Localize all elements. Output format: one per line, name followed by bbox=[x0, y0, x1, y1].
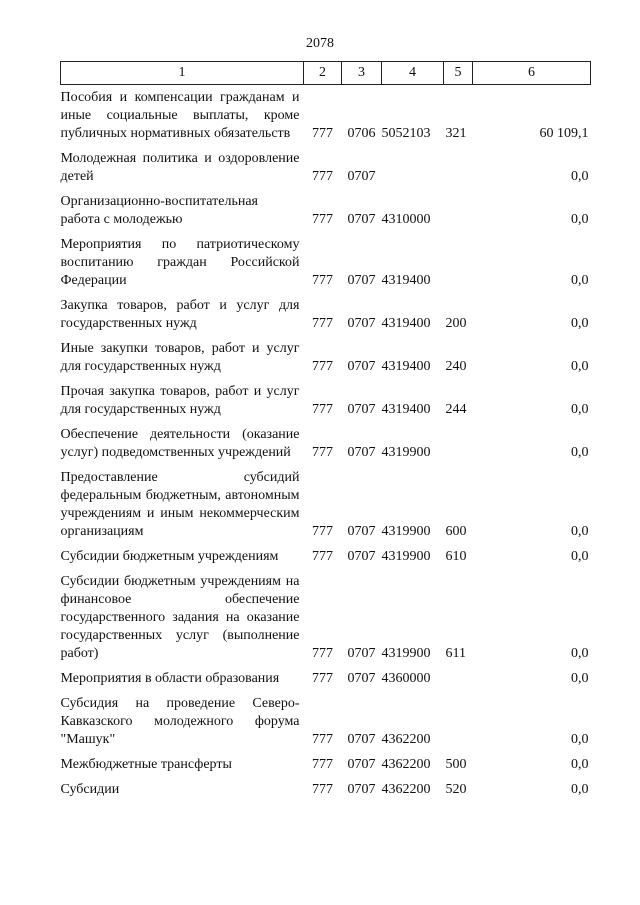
table-row bbox=[61, 143, 591, 186]
row-col-6: 0,0 bbox=[571, 646, 589, 661]
budget-table bbox=[60, 61, 591, 799]
row-name: Иные закупки товаров, работ и услуг для государственных нужд bbox=[60, 341, 300, 374]
table-row bbox=[61, 462, 591, 541]
table-row bbox=[61, 663, 591, 688]
row-name: Обеспечение деятельности (оказание услуг) подведомственных учреждений bbox=[60, 427, 300, 460]
row-col-4: 4319400 bbox=[381, 402, 431, 417]
row-col-2: 777 bbox=[312, 549, 333, 564]
page-number: 2078 bbox=[306, 36, 334, 51]
header-col-6: 6 bbox=[473, 62, 591, 85]
row-col-5: 200 bbox=[445, 316, 467, 331]
table-row bbox=[61, 186, 591, 229]
row-col-3: 0707 bbox=[347, 671, 376, 686]
header-row bbox=[61, 62, 591, 85]
row-col-6: 0,0 bbox=[571, 359, 589, 374]
row-col-3: 0707 bbox=[347, 549, 376, 564]
row-col-4 bbox=[382, 143, 444, 186]
row-name: Субсидия на проведение Северо-Кавказского молодежного форума "Машук" bbox=[60, 696, 300, 747]
row-col-4: 4319400 bbox=[381, 359, 431, 374]
row-name: Мероприятия по патриотическому воспитанию граждан Российской Федерации bbox=[60, 237, 300, 288]
header-col-4: 4 bbox=[382, 62, 444, 85]
row-col-4: 4360000 bbox=[381, 671, 431, 686]
row-col-2: 777 bbox=[312, 445, 333, 460]
row-col-2: 777 bbox=[312, 316, 333, 331]
row-col-4: 4319900 bbox=[381, 445, 431, 460]
row-name: Прочая закупка товаров, работ и услуг для государственных нужд bbox=[60, 384, 300, 417]
row-col-6: 0,0 bbox=[571, 169, 589, 184]
row-col-3: 0707 bbox=[347, 732, 376, 747]
row-col-6: 0,0 bbox=[571, 316, 589, 331]
row-col-5: 520 bbox=[445, 782, 467, 797]
row-col-2: 777 bbox=[312, 273, 333, 288]
row-col-5: 244 bbox=[445, 402, 467, 417]
row-col-5: 610 bbox=[445, 549, 467, 564]
row-col-5: 611 bbox=[445, 646, 466, 661]
row-col-6: 0,0 bbox=[571, 524, 589, 539]
row-col-2: 777 bbox=[312, 169, 333, 184]
row-col-5 bbox=[444, 229, 473, 290]
row-name: Предоставление субсидий федеральным бюджетным, автономным учреждениям и иным некоммерческим организациям bbox=[60, 470, 300, 539]
row-col-6: 0,0 bbox=[571, 732, 589, 747]
table-row bbox=[61, 541, 591, 566]
header-col-5: 5 bbox=[444, 62, 473, 85]
table-row bbox=[61, 566, 591, 663]
row-name: Закупка товаров, работ и услуг для государственных нужд bbox=[60, 298, 300, 331]
row-name: Субсидии бюджетным учреждениям на финансовое обеспечение государственного задания на оказание государственных услуг (выполнение работ) bbox=[60, 574, 300, 661]
row-name: Субсидии bbox=[60, 782, 120, 797]
row-col-4: 4362200 bbox=[381, 782, 431, 797]
table-row bbox=[61, 419, 591, 462]
table-row bbox=[61, 749, 591, 774]
table-row bbox=[61, 229, 591, 290]
row-col-2: 777 bbox=[312, 732, 333, 747]
row-col-3: 0707 bbox=[347, 212, 376, 227]
row-col-4: 4319900 bbox=[381, 549, 431, 564]
row-col-6: 0,0 bbox=[571, 757, 589, 772]
row-col-5: 321 bbox=[445, 126, 467, 141]
table-row bbox=[61, 376, 591, 419]
row-col-5 bbox=[444, 688, 473, 749]
row-col-3: 0707 bbox=[347, 646, 376, 661]
row-col-5 bbox=[444, 143, 473, 186]
row-col-6: 0,0 bbox=[571, 445, 589, 460]
row-col-2: 777 bbox=[312, 671, 333, 686]
table-row bbox=[61, 290, 591, 333]
row-col-3: 0707 bbox=[347, 524, 376, 539]
row-col-3: 0707 bbox=[347, 169, 376, 184]
row-col-6: 0,0 bbox=[571, 273, 589, 288]
row-name: Молодежная политика и оздоровление детей bbox=[60, 151, 300, 184]
row-col-5 bbox=[444, 186, 473, 229]
row-col-6: 0,0 bbox=[571, 671, 589, 686]
row-col-4: 4362200 bbox=[381, 732, 431, 747]
row-col-6: 0,0 bbox=[571, 402, 589, 417]
row-col-3: 0706 bbox=[347, 126, 376, 141]
row-col-4: 4319400 bbox=[381, 316, 431, 331]
header-col-1: 1 bbox=[61, 62, 304, 85]
row-col-4: 4319900 bbox=[381, 524, 431, 539]
row-col-3: 0707 bbox=[347, 273, 376, 288]
table-body bbox=[61, 85, 591, 800]
row-col-2: 777 bbox=[312, 359, 333, 374]
row-name: Межбюджетные трансферты bbox=[60, 757, 232, 772]
row-col-4: 4310000 bbox=[381, 212, 431, 227]
row-col-6: 60 109,1 bbox=[539, 126, 589, 141]
row-col-5 bbox=[444, 419, 473, 462]
row-name: Организационно-воспитательная работа с молодежью bbox=[60, 194, 258, 227]
table-row bbox=[61, 774, 591, 799]
row-col-6: 0,0 bbox=[571, 212, 589, 227]
row-col-2: 777 bbox=[312, 782, 333, 797]
row-name: Мероприятия в области образования bbox=[60, 671, 280, 686]
header-col-2: 2 bbox=[304, 62, 342, 85]
row-col-2: 777 bbox=[312, 524, 333, 539]
header-col-3: 3 bbox=[342, 62, 382, 85]
row-col-5: 600 bbox=[445, 524, 467, 539]
row-col-2: 777 bbox=[312, 126, 333, 141]
row-col-3: 0707 bbox=[347, 757, 376, 772]
row-col-4: 5052103 bbox=[381, 126, 431, 141]
row-col-5: 240 bbox=[445, 359, 467, 374]
row-col-2: 777 bbox=[312, 757, 333, 772]
row-col-2: 777 bbox=[312, 646, 333, 661]
row-name: Пособия и компенсации гражданам и иные социальные выплаты, кроме публичных нормативных обязательств bbox=[60, 90, 300, 141]
table-row bbox=[61, 333, 591, 376]
row-name: Субсидии бюджетным учреждениям bbox=[60, 549, 279, 564]
row-col-3: 0707 bbox=[347, 445, 376, 460]
row-col-4: 4362200 bbox=[381, 757, 431, 772]
row-col-6: 0,0 bbox=[571, 549, 589, 564]
row-col-3: 0707 bbox=[347, 359, 376, 374]
row-col-6: 0,0 bbox=[571, 782, 589, 797]
row-col-3: 0707 bbox=[347, 316, 376, 331]
row-col-2: 777 bbox=[312, 212, 333, 227]
row-col-5 bbox=[444, 663, 473, 688]
table-row bbox=[61, 85, 591, 144]
row-col-4: 4319400 bbox=[381, 273, 431, 288]
row-col-4: 4319900 bbox=[381, 646, 431, 661]
row-col-5: 500 bbox=[445, 757, 467, 772]
table-row bbox=[61, 688, 591, 749]
row-col-3: 0707 bbox=[347, 402, 376, 417]
row-col-3: 0707 bbox=[347, 782, 376, 797]
row-col-2: 777 bbox=[312, 402, 333, 417]
